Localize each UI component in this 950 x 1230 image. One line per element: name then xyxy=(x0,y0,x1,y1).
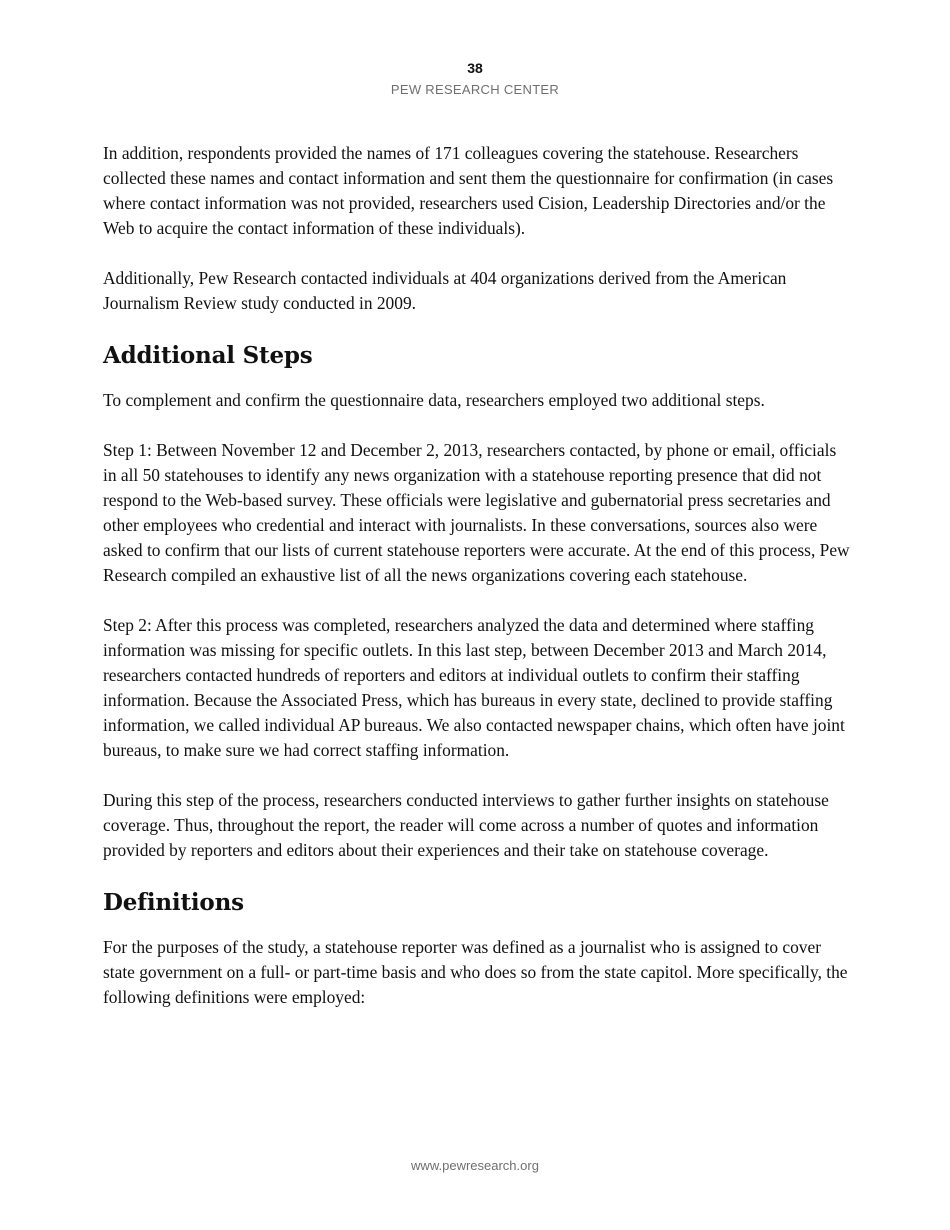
paragraph-steps-intro: To complement and confirm the questionnaire data, researchers employed two additional steps. xyxy=(103,390,765,410)
page-header xyxy=(0,60,950,98)
paragraph-colleagues: In addition, respondents provided the names of 171 colleagues covering the statehouse. Researchers collected these names and contact information and sent them the questionnaire for confirmation (in cases where contact information was not provided, researchers used Cision, Leadership Directories and/or the Web to acquire the contact information of these individuals). xyxy=(103,143,834,238)
paragraph-step-2: Step 2: After this process was completed, researchers analyzed the data and determined where staffing information was missing for specific outlets. In this last step, between December 2013 and March 2014, researchers contacted hundreds of reporters and editors at individual outlets to confirm their staffing information. Because the Associated Press, which has bureaus in every state, declined to provide staffing information, we called individual AP bureaus. We also contacted newspaper chains, which often have joint bureaus, to make sure we had correct staffing information. xyxy=(103,615,845,760)
paragraph-definitions-intro: For the purposes of the study, a statehouse reporter was defined as a journalist who is assigned to cover state government on a full- or part-time basis and who does so from the state capitol. More specifically, the following definitions were employed: xyxy=(103,937,848,1007)
org-name: PEW RESEARCH CENTER xyxy=(390,82,560,97)
paragraph-interviews: During this step of the process, researchers conducted interviews to gather further insights on statehouse coverage. Thus, throughout the report, the reader will come across a number of quotes and information provided by reporters and editors about their experiences and their take on statehouse coverage. xyxy=(103,790,829,860)
page-footer xyxy=(0,1158,950,1173)
document-body xyxy=(103,141,853,1035)
page-number: 38 xyxy=(467,60,483,76)
paragraph-step-1: Step 1: Between November 12 and December 2, 2013, researchers contacted, by phone or email, officials in all 50 statehouses to identify any news organization with a statehouse reporting presence that did not respond to the Web-based survey. These officials were legislative and gubernatorial press secretaries and other employees who credential and interact with journalists. In these conversations, sources also were asked to confirm that our lists of current statehouse reporters were accurate. At the end of this process, Pew Research compiled an exhaustive list of all the news organizations covering each statehouse. xyxy=(103,440,850,585)
heading-definitions: Definitions xyxy=(103,889,244,916)
footer-url: www.pewresearch.org xyxy=(411,1158,539,1173)
paragraph-ajr-study: Additionally, Pew Research contacted individuals at 404 organizations derived from the American Journalism Review study conducted in 2009. xyxy=(103,268,787,313)
heading-additional-steps: Additional Steps xyxy=(103,342,313,369)
